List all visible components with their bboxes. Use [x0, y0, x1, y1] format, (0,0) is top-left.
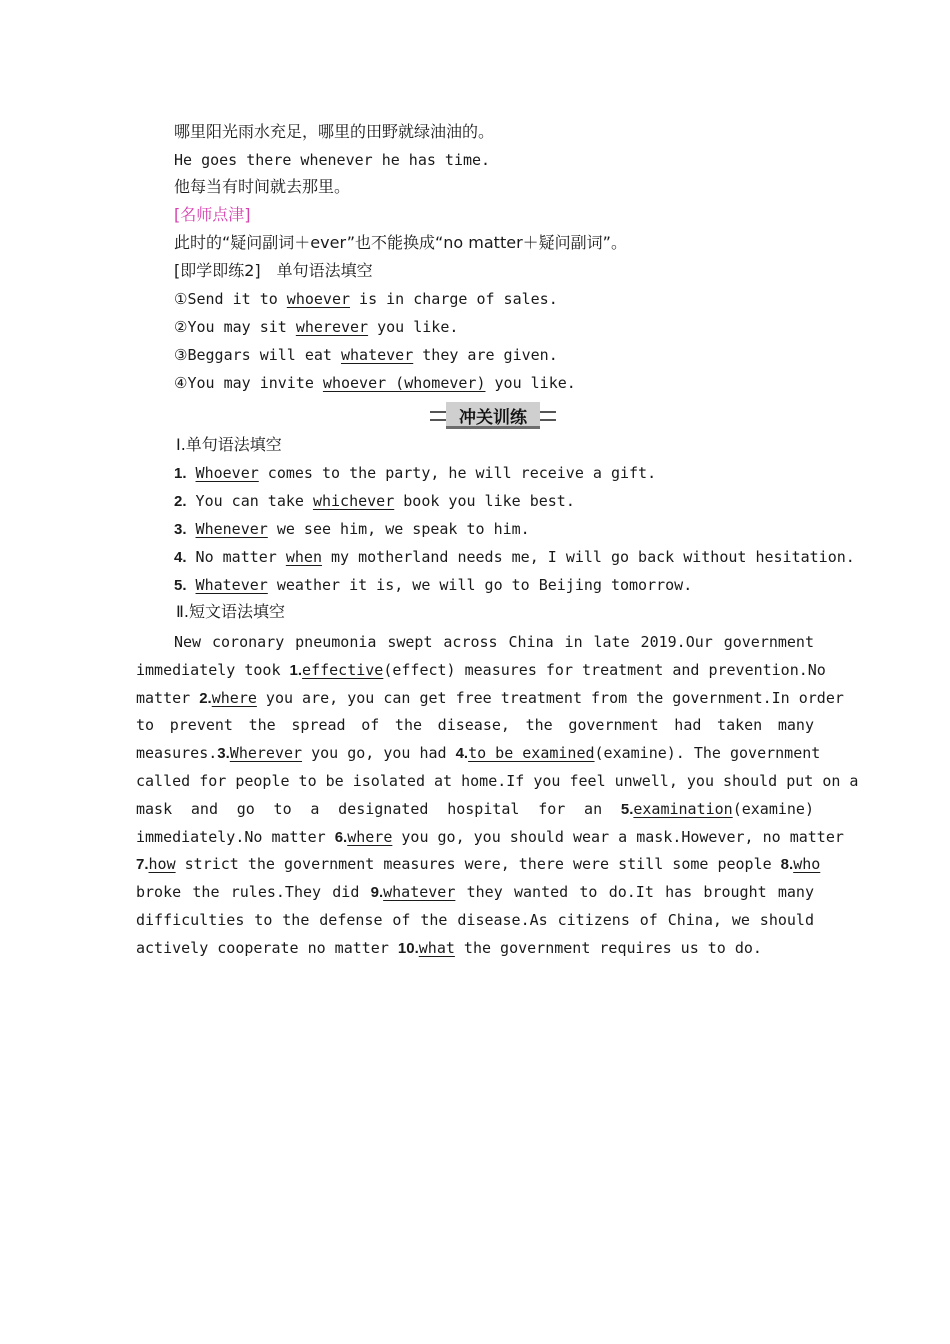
passage-line — [136, 796, 814, 824]
passage-line — [136, 685, 844, 713]
passage-text: they wanted to do.It has brought many — [455, 883, 814, 902]
item-text: we see him, we speak to him. — [267, 520, 530, 538]
blank-number: 6. — [334, 828, 348, 846]
item-number: 4. — [174, 549, 187, 566]
item-text: you like. — [368, 318, 459, 336]
passage-line — [136, 824, 844, 852]
answer-blank: to be examined — [468, 744, 595, 763]
example-chinese-2: 他每当有时间就去那里。 — [174, 177, 351, 196]
passage-text: called for people to be isolated at home.If you feel unwell, you should put on a — [136, 771, 859, 790]
passage-text: New coronary pneumonia swept across China in late 2019.Our government — [174, 633, 814, 651]
passage-text: you go, you should wear a mask.However, no matter — [392, 827, 844, 846]
blank-number: 10. — [397, 939, 419, 957]
item-text: comes to the party, he will receive a gift. — [258, 464, 657, 482]
item-text: book you like best. — [394, 492, 575, 510]
section1-title: Ⅰ.单句语法填空 — [176, 435, 282, 454]
answer-blank: who — [793, 855, 821, 874]
blank-number: 8. — [780, 856, 794, 874]
item-text: you like. — [485, 374, 576, 392]
passage-line — [136, 851, 821, 879]
blank-number: 7. — [136, 856, 149, 874]
item-text: ②You may sit — [174, 318, 296, 336]
passage-text: to prevent the spread of the disease, the government had taken many — [136, 716, 814, 735]
blank-number: 1. — [289, 661, 303, 679]
answer-blank: whichever — [312, 492, 395, 510]
item-number: 2. — [174, 493, 187, 510]
item-text: weather it is, we will go to Beijing tomorrow. — [267, 576, 693, 594]
answer-blank: where — [347, 827, 393, 846]
practice-item — [174, 317, 458, 337]
answer-blank: Wherever — [229, 744, 303, 763]
passage-text: measures. — [136, 744, 218, 763]
passage-line — [136, 712, 814, 740]
item-number: 1. — [174, 465, 187, 482]
section-banner — [430, 402, 556, 428]
banner-title: 冲关训练 — [459, 408, 527, 428]
practice-item — [174, 373, 576, 393]
hint-text: (examine). — [594, 744, 685, 763]
item-number: 5. — [174, 577, 187, 594]
answer-blank: examination — [633, 799, 733, 818]
practice-title: [即学即练2] 单句语法填空 — [174, 261, 373, 280]
example-chinese-1: 哪里阳光雨水充足，哪里的田野就绿油油的。 — [174, 122, 495, 141]
passage-line — [136, 768, 859, 796]
blank-number: 5. — [620, 800, 634, 818]
item-text: ④You may invite — [174, 374, 323, 392]
answer-blank: wherever — [295, 318, 369, 336]
exercise-item — [174, 463, 656, 484]
item-text: ①Send it to — [174, 290, 287, 308]
answer-blank: Whatever — [195, 576, 268, 594]
answer-blank: whatever — [383, 883, 456, 902]
answer-blank: Whoever — [195, 464, 259, 482]
passage-line — [136, 879, 814, 907]
exercise-item — [174, 491, 575, 512]
exercise-item — [174, 575, 692, 596]
section2-title: Ⅱ.短文语法填空 — [176, 602, 285, 621]
item-text: is in charge of sales. — [350, 290, 558, 308]
item-text: ③Beggars will eat — [174, 346, 341, 364]
passage-text: strict the government measures were, there were still some people — [175, 855, 781, 874]
passage-text: actively cooperate no matter — [136, 938, 398, 957]
answer-blank: how — [148, 855, 176, 874]
blank-number: 2. — [199, 689, 212, 707]
item-text: my motherland needs me, I will go back without hesitation. — [321, 548, 855, 566]
item-text — [187, 520, 196, 538]
answer-blank: effective — [302, 660, 384, 679]
hint-text: (effect) — [383, 660, 456, 679]
passage-text: mask and go to a designated hospital for an — [136, 799, 621, 818]
tip-text: 此时的“疑问副词＋ever”也不能换成“no matter＋疑问副词”。 — [174, 233, 627, 252]
answer-blank: whatever — [340, 346, 414, 364]
item-text: they are given. — [413, 346, 558, 364]
answer-blank: when — [285, 548, 322, 566]
exercise-item — [174, 547, 855, 568]
passage-text: the government requires us to do. — [454, 938, 762, 957]
blank-number: 3. — [217, 745, 230, 763]
passage-line — [136, 935, 814, 963]
answer-blank: where — [211, 688, 257, 707]
passage-text: immediately.No matter — [136, 827, 335, 846]
exercise-item — [174, 519, 530, 540]
passage — [136, 629, 859, 963]
answer-blank: Whenever — [195, 520, 268, 538]
passage-line — [136, 740, 821, 768]
answer-blank: whoever (whomever) — [322, 374, 486, 392]
item-text — [187, 576, 196, 594]
blank-number: 4. — [455, 745, 469, 763]
answer-blank: what — [418, 938, 455, 957]
passage-text: broke the rules.They did — [136, 883, 371, 902]
item-text: You can take — [186, 492, 313, 510]
passage-text: measures for treatment and prevention.No — [455, 660, 826, 679]
passage-line — [136, 657, 826, 685]
answer-blank: whoever — [286, 290, 351, 308]
passage-text: matter — [136, 688, 200, 707]
passage-text: you go, you had — [302, 744, 456, 763]
practice-item — [174, 289, 558, 309]
item-number: 3. — [174, 521, 187, 538]
passage-text: you are, you can get free treatment from the government.In order — [256, 688, 844, 707]
item-text — [187, 464, 196, 482]
tip-tag: [名师点津] — [174, 205, 251, 224]
blank-number: 9. — [370, 884, 384, 902]
passage-text: difficulties to the defense of the disease.As citizens of China, we should — [136, 910, 814, 929]
passage-line — [136, 629, 814, 657]
practice-item — [174, 345, 558, 365]
item-text: No matter — [186, 548, 286, 566]
example-english: He goes there whenever he has time. — [174, 151, 491, 169]
passage-text: The government — [684, 744, 821, 763]
passage-line — [136, 907, 814, 935]
passage-text: immediately took — [136, 660, 290, 679]
hint-text: (examine) — [732, 799, 814, 818]
